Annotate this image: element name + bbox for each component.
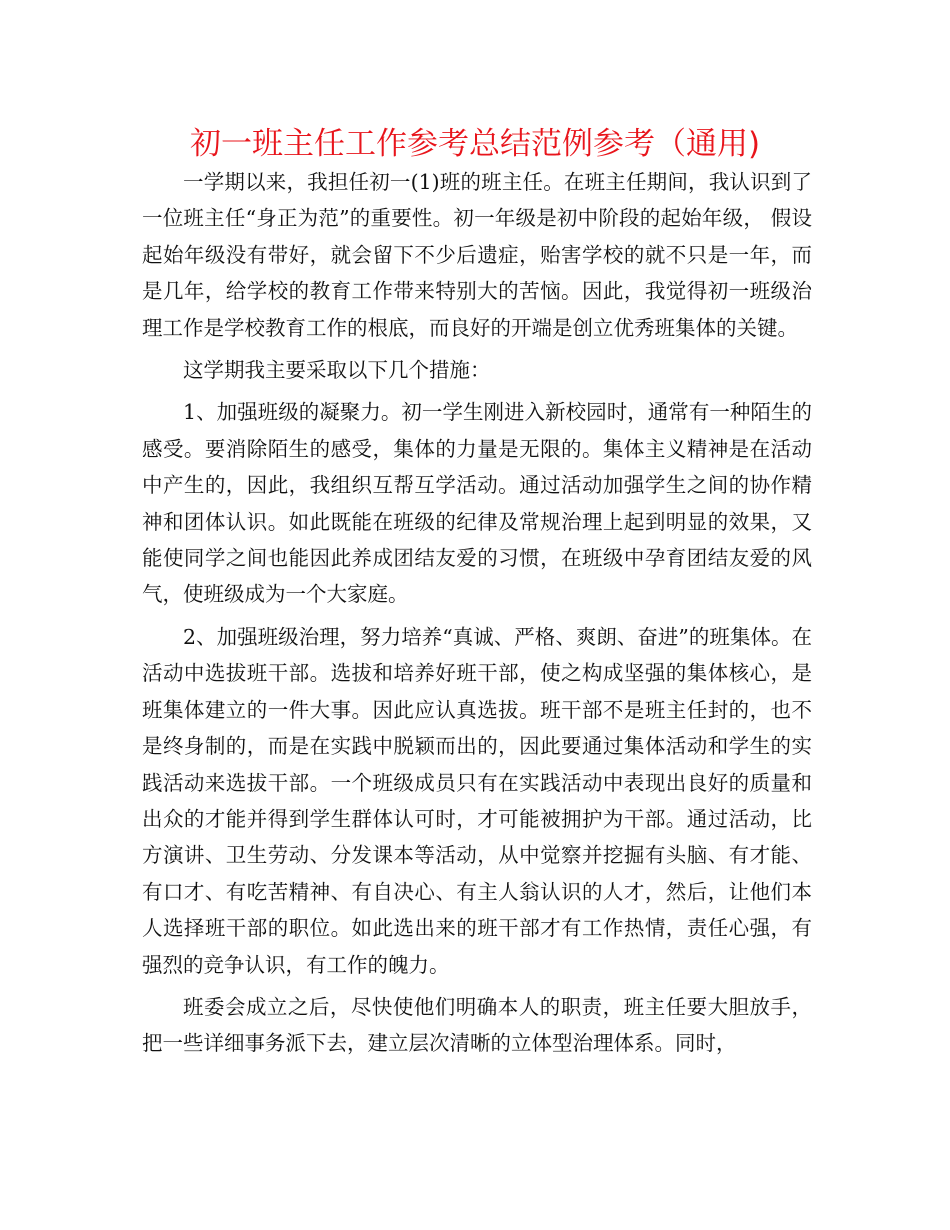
paragraph-measure-1: 1、加强班级的凝聚力。初一学生刚进入新校园时，通常有一种陌生的感受。要消除陌生的感受，集体的力量是无限的。集体主义精神是在活动中产生的，因此，我组织互帮互学活动。通过活动加强学生之间的协作精神和团体认识。如此既能在班级的纪律及常规治理上起到明显的效果，又能使同学之间也能因此养成团结友爱的习惯，在班级中孕育团结友爱的风气，使班级成为一个大家庭。 bbox=[142, 400, 812, 607]
paragraph-class-committee: 班委会成立之后，尽快使他们明确本人的职责，班主任要大胆放手，把一些详细事务派下去，建立层次清晰的立体型治理体系。同时， bbox=[142, 994, 812, 1056]
paragraph-measures-intro: 这学期我主要采取以下几个措施： bbox=[183, 358, 491, 383]
document-title: 初一班主任工作参考总结范例参考（通用) bbox=[189, 126, 761, 162]
paragraph-measure-2: 2、加强班级治理，努力培养“真诚、严格、爽朗、奋进”的班集体。在活动中选拔班干部。选拔和培养好班干部，使之构成坚强的集体核心，是班集体建立的一件大事。因此应认真选拔。班干部不是班主任封的，也不是终身制的，而是在实践中脱颖而出的，因此要通过集体活动和学生的实践活动来选拔干部。一个班级成员只有在实践活动中表现出良好的质量和出众的才能并得到学生群体认可时，才可能被拥护为干部。通过活动，比方演讲、卫生劳动、分发课本等活动，从中觉察并挖掘有头脑、有才能、有口才、有吃苦精神、有自决心、有主人翁认识的人才，然后，让他们本人选择班干部的职位。如此选出来的班干部才有工作热情，责任心强，有强烈的竞争认识，有工作的魄力。 bbox=[142, 624, 812, 977]
paragraph-intro: 一学期以来，我担任初一(1)班的班主任。在班主任期间，我认识到了一位班主任“身正为范”的重要性。初一年级是初中阶段的起始年级， 假设起始年级没有带好，就会留下不少后遗症，贻害学校的就不只是一年，而是几年，给学校的教育工作带来特别大的苦恼。因此，我觉得初一班级治理工作是学校教育工作的根底，而良好的开端是创立优秀班集体的关键。 bbox=[142, 170, 812, 340]
document-body bbox=[142, 164, 812, 1068]
